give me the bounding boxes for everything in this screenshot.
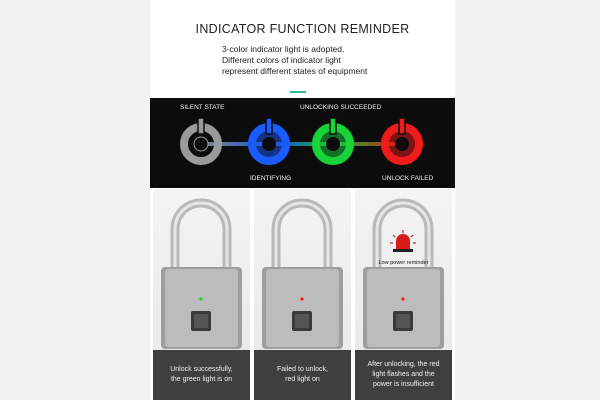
photo-caption <box>355 350 452 400</box>
caption-line: Unlock successfully, <box>170 366 233 373</box>
padlock-photo-red <box>254 189 351 400</box>
page-title: INDICATOR FUNCTION REMINDER <box>195 22 410 36</box>
silent-state-label: SILENT STATE <box>180 104 225 111</box>
description-line: represent different states of equipment <box>222 66 368 76</box>
alarm-light-icon <box>390 230 416 252</box>
indicator-states-panel <box>150 98 455 188</box>
caption-line: light flashes and the <box>372 371 435 378</box>
padlock-photo-green <box>153 189 250 400</box>
photo-caption <box>254 350 351 400</box>
description-line: 3-color indicator light is adopted. <box>222 44 345 54</box>
caption-line: Failed to unlock, <box>277 366 328 373</box>
unlock-failed-label: UNLOCK FAILED <box>382 175 434 182</box>
description <box>222 44 367 77</box>
low-power-reminder-label: Low power reminder <box>378 260 429 266</box>
identifying-light <box>250 118 288 163</box>
padlock-photos <box>150 189 455 400</box>
unlock-succeeded-light <box>314 118 352 163</box>
caption-line: the green light is on <box>170 376 233 383</box>
product-info-card <box>150 0 455 400</box>
description-line: Different colors of indicator light <box>222 55 341 65</box>
silent-state-light <box>184 118 218 161</box>
unlock-succeeded-label: UNLOCKING SUCCEEDED <box>300 104 382 111</box>
caption-line: power is insufficient <box>373 381 434 388</box>
connector-line <box>200 142 405 146</box>
caption-line: After unlocking, the red <box>367 361 440 368</box>
padlock-photo-low-power <box>355 189 452 400</box>
accent-divider <box>290 91 306 93</box>
caption-line: red light on <box>285 376 320 383</box>
unlock-failed-light <box>383 118 421 163</box>
photo-caption <box>153 350 250 400</box>
identifying-label: IDENTIFYING <box>250 175 292 182</box>
